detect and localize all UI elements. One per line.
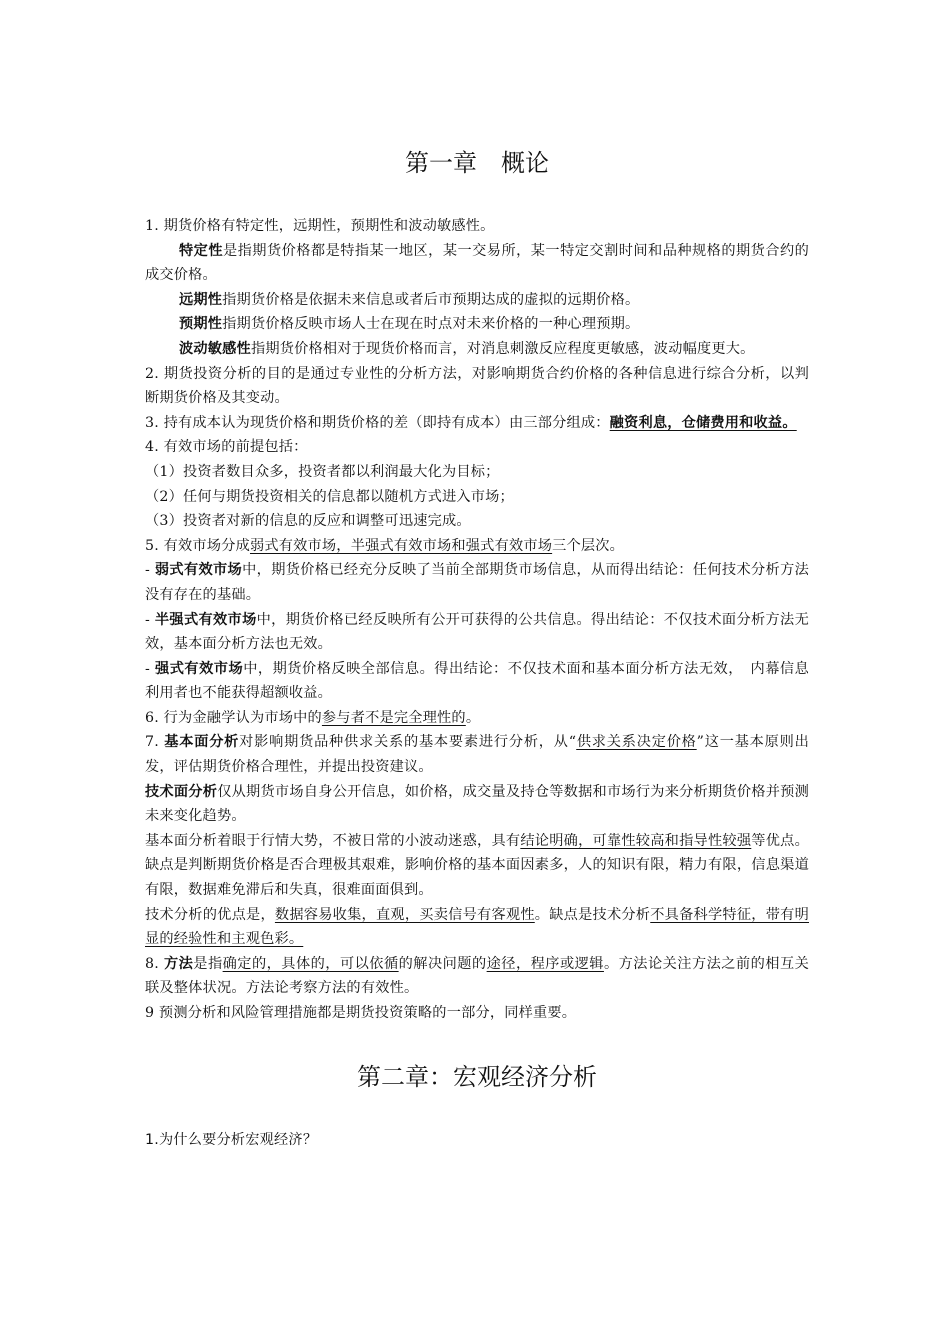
text-technical-pros-b: 。缺点是技术分析 [534,906,651,923]
text-behavioral-b: 。 [465,709,481,726]
paragraph-7 [145,730,809,779]
list-item-3: （3）投资者对新的信息的反应和调整可迅速完成。 [145,513,471,530]
paragraph-forwardness [145,288,809,313]
term-expectation: 预期性 [179,316,223,333]
paragraph-3 [145,411,809,436]
text-fundamental-pros-a: 基本面分析着眼于行情大势，不被日常的小波动迷惑，具有 [145,832,521,849]
text-technical: 仅从期货市场自身公开信息，如价格，成交量及持仓等数据和市场行为来分析期货价格并预测未来变化趋势。 [145,783,809,825]
text-carry-cost: 3. 持有成本认为现货价格和期货价格的差（即持有成本）由三部分组成： [145,414,610,431]
number: 1. [145,1131,159,1148]
paragraph-volatility [145,337,809,362]
text-method-b: 的解决问题的 [398,955,487,972]
text-fundamental-a: 对影响期货品种供求关系的基本要素进行分析，从“ [239,734,577,751]
paragraph-expectation [145,312,809,337]
underlined-carry-components: 融资利息，仓储费用和收益。 [609,414,797,431]
paragraph-1: 1. 期货价格有特定性，远期性，预期性和波动敏感性。 [145,218,495,234]
number: 8. [145,955,164,972]
text-strong-market: 中，期货价格反映全部信息。得出结论：不仅技术面和基本面分析方法无效， 内幕信息利用者也不能获得超额收益。 [145,660,809,702]
term-specificity: 特定性 [179,242,223,259]
text-fundamental-b: ”这一基本原则出发，评估期货价格合理性，并提出投资建议。 [145,734,809,776]
dash: - [145,611,155,628]
text-behavioral-a: 6. 行为金融学认为市场中的 [145,709,322,726]
term-technical: 技术面分析 [145,783,218,800]
text-market-levels-b: 三个层次。 [552,537,625,554]
number: 7. [145,734,165,751]
paragraph-technical-pros [145,903,809,952]
text-question-1: 为什么要分析宏观经济？ [158,1131,318,1148]
paragraph-weak-market [145,558,809,607]
paragraph-technical [145,780,809,829]
underlined-market-levels: 弱式有效市场，半强式有效市场和强式有效市场 [249,537,553,554]
list-item-1: （1）投资者数目众多，投资者都以利润最大化为目标； [145,463,500,480]
term-semi-strong-market: 半强式有效市场 [154,611,257,628]
paragraph-5 [145,534,809,559]
document-body [145,142,809,1152]
paragraph-specificity [145,239,809,288]
paragraph-semi-strong-market [145,608,809,657]
paragraph-strong-market [145,657,809,706]
text-market-levels-a: 5. 有效市场分成 [145,537,250,554]
text-volatility: 指期货价格相对于现货价格而言，对消息刺激反应程度更敏感，波动幅度更大。 [250,340,755,357]
text-method-c: 。方法论关注方法之前的相互关联及整体状况。方法论考察方法的有效性。 [145,955,809,997]
term-fundamental: 基本面分析 [164,734,240,751]
underlined-supply-demand: 供求关系决定价格 [576,734,697,751]
chapter-2-title: 第二章：宏观经济分析 [357,1062,597,1091]
paragraph-fundamental-pros [145,829,809,903]
underlined-technical-cons: 不具备科学特征，带有明显的经验性和主观色彩。 [145,906,809,948]
question-1 [145,1128,809,1153]
term-volatility: 波动敏感性 [179,340,251,357]
underlined-method-1: 确定的，具体的，可以依循 [222,955,399,972]
underlined-technical-pros: 数据容易收集，直观，买卖信号有客观性 [274,906,535,923]
chapter-1-title: 第一章 概论 [405,149,549,177]
term-strong-market: 强式有效市场 [155,660,244,677]
text-forwardness: 指期货价格是依据未来信息或者后市预期达成的虚拟的远期价格。 [222,291,640,308]
text-fundamental-pros-b: 等优点。缺点是判断期货价格是否合理极其艰难，影响价格的基本面因素多，人的知识有限，精力有限，信息渠道有限，数据难免滞后和失真，很难面面俱到。 [145,832,809,899]
underlined-method-2: 途径，程序或逻辑 [486,955,604,972]
paragraph-4: 4. 有效市场的前提包括： [145,439,308,456]
dash: - [145,562,155,579]
underlined-fundamental-pros: 结论明确，可靠性较高和指导性较强 [520,832,752,849]
term-forwardness: 远期性 [179,291,223,308]
text-method-a: 是指 [193,955,223,972]
list-item-2: （2）任何与期货投资相关的信息都以随机方式进入市场； [145,488,514,505]
text-expectation: 指期货价格反映市场人士在现在时点对未来价格的一种心理预期。 [222,316,640,333]
text-semi-strong-market: 中，期货价格已经反映所有公开可获得的公共信息。得出结论：不仅技术面分析方法无效，基本面分析方法也无效。 [145,611,809,653]
paragraph-8 [145,952,809,1001]
paragraph-9: 9 预测分析和风险管理措施都是期货投资策略的一部分，同样重要。 [145,1005,577,1021]
underlined-behavioral: 参与者不是完全理性的 [321,709,466,726]
term-weak-market: 弱式有效市场 [154,562,243,579]
term-method: 方法 [163,955,194,972]
dash: - [145,660,156,677]
text-weak-market: 中，期货价格已经充分反映了当前全部期货市场信息，从而得出结论：任何技术分析方法没有存在的基础。 [145,562,809,603]
text-specificity: 是指期货价格都是特指某一地区，某一交易所，某一特定交割时间和品种规格的期货合约的成交价格。 [145,242,809,284]
paragraph-2: 2. 期货投资分析的目的是通过专业性的分析方法，对影响期货合约价格的各种信息进行综合分析，以判断期货价格及其变动。 [145,365,809,407]
paragraph-6 [145,706,809,731]
text-technical-pros-a: 技术分析的优点是， [145,906,275,923]
